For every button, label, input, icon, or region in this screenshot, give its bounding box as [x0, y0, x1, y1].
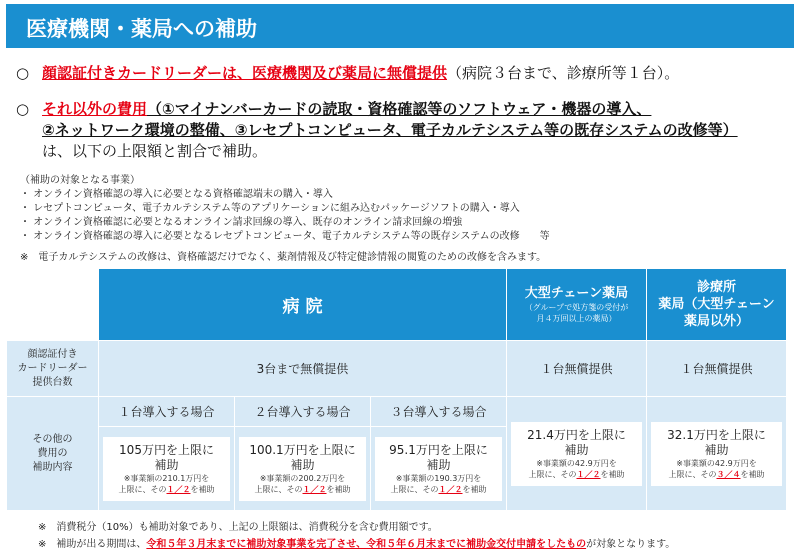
- clinic-rate: ３／４: [716, 469, 741, 479]
- ek-note: ※ 電子カルテシステムの改修は、資格確認だけでなく、薬剤情報及び特定健診情報の閲覧のための改修を含みます。: [20, 252, 547, 263]
- circle-bullet: ○: [16, 64, 30, 82]
- h2-rate-pre: 上限に、その: [254, 484, 303, 494]
- chain-rate: １／２: [576, 469, 601, 479]
- chain-note: ※事業額の42.9万円を: [536, 458, 617, 468]
- h3-note: ※事業額の190.3万円を: [395, 473, 482, 483]
- point-card-reader: [16, 62, 679, 83]
- h1-rate-post: を補助: [190, 484, 215, 494]
- footnote-period: [38, 535, 675, 550]
- chain-rate-pre: 上限に、その: [528, 469, 577, 479]
- chain-cap: 21.4万円を上限に: [527, 427, 626, 442]
- hospital-2-units: ２台導入する場合: [235, 397, 371, 427]
- hospital-3-units-value: [371, 427, 507, 511]
- row-label-line: 顔認証付き: [27, 348, 78, 360]
- chain-other-costs: [507, 397, 647, 511]
- col-hospital: 病 院: [99, 269, 507, 341]
- chain-rate-post: を補助: [600, 469, 625, 479]
- clinic-cap-suffix: 補助: [704, 442, 729, 457]
- other-costs-highlight: それ以外の費用: [42, 100, 148, 118]
- notes-item: ・ オンライン資格確認の導入に必要となる資格確認端末の購入・導入: [20, 189, 333, 200]
- notes-item: ・ オンライン資格確認に必要となるオンライン請求回線の導入、既存のオンライン請求回線の増強: [20, 217, 463, 228]
- h1-rate: １／２: [166, 484, 191, 494]
- col-clinic: [647, 269, 787, 341]
- notes-item: ・ レセプトコンピュータ、電子カルテシステム等のアプリケーションに組み込むパッケージソフトの購入・導入: [20, 203, 520, 214]
- footnote-tax: ※ 消費税分（10%）も補助対象であり、上記の上限額は、消費税分を含む費用額です。: [38, 522, 438, 533]
- clinic-rate-post: を補助: [740, 469, 765, 479]
- col-chain-note2: 月４万回以上の薬局）: [536, 314, 617, 323]
- row-label-line: 提供台数: [32, 376, 73, 388]
- eligible-projects-notes: [20, 174, 550, 244]
- subsidy-table: [6, 268, 787, 511]
- h3-rate: １／２: [438, 484, 463, 494]
- other-costs-line3: は、以下の上限額と割合で補助。: [42, 142, 268, 160]
- footnote-period-deadline: 令和５年３月末までに補助対象事業を完了させ、令和５年６月末までに補助金交付申請をしたもの: [146, 539, 587, 550]
- h3-cap-suffix: 補助: [426, 457, 451, 472]
- h3-cap: 95.1万円を上限に: [389, 442, 488, 457]
- page-header: [6, 4, 794, 48]
- row-label-line: その他の: [32, 433, 73, 445]
- row-label-line: 費用の: [37, 447, 68, 459]
- clinic-note: ※事業額の42.9万円を: [676, 458, 757, 468]
- h1-note: ※事業額の210.1万円を: [123, 473, 210, 483]
- h2-cap-suffix: 補助: [290, 457, 315, 472]
- row-label-line: 補助内容: [32, 461, 73, 473]
- chain-cap-suffix: 補助: [564, 442, 589, 457]
- footnote-period-post: が対象となります。: [586, 539, 676, 550]
- col-clinic-title: 診療所: [696, 280, 736, 295]
- table-corner: [7, 269, 99, 341]
- col-chain-title: 大型チェーン薬局: [524, 286, 629, 301]
- h1-cap-suffix: 補助: [154, 457, 179, 472]
- col-clinic-sub2: 薬局以外）: [683, 314, 749, 329]
- other-costs-line1: （①マイナンバーカードの読取・資格確認等のソフトウェア・機器の導入、: [147, 100, 652, 118]
- col-chain-note1: （グループで処方箋の受付が: [524, 303, 629, 312]
- col-chain-pharmacy: [507, 269, 647, 341]
- row-label-line: カードリーダー: [17, 362, 88, 374]
- hospital-1-unit: １台導入する場合: [99, 397, 235, 427]
- h2-cap: 100.1万円を上限に: [249, 442, 356, 457]
- notes-title: （補助の対象となる事業）: [20, 175, 140, 186]
- footnote-period-pre: ※ 補助が出る期間は、: [38, 539, 147, 550]
- card-reader-highlight: 顔認証付きカードリーダーは、医療機関及び薬局に無償提供: [42, 64, 448, 82]
- notes-item: ・ オンライン資格確認の導入に必要となるレセプトコンピュータ、電子カルテシステム等の既存システムの改修 等: [20, 231, 550, 242]
- clinic-cap: 32.1万円を上限に: [667, 427, 766, 442]
- row-other-costs-label: [7, 397, 99, 511]
- hospital-1-unit-value: [99, 427, 235, 511]
- h1-rate-pre: 上限に、その: [118, 484, 167, 494]
- point-other-costs: [16, 99, 738, 162]
- h3-rate-pre: 上限に、その: [390, 484, 439, 494]
- row-card-reader-label: [7, 341, 99, 397]
- h2-note: ※事業額の200.2万円を: [259, 473, 346, 483]
- h2-rate: １／２: [302, 484, 327, 494]
- hospital-card-reader: 3台まで無償提供: [99, 341, 507, 397]
- clinic-other-costs: [647, 397, 787, 511]
- clinic-rate-pre: 上限に、その: [668, 469, 717, 479]
- h2-rate-post: を補助: [326, 484, 351, 494]
- other-costs-line2: ②ネットワーク環境の整備、③レセプトコンピュータ、電子カルテシステム等の既存システムの改修等）: [42, 121, 738, 139]
- clinic-card-reader: １台無償提供: [647, 341, 787, 397]
- h1-cap: 105万円を上限に: [119, 442, 214, 457]
- card-reader-detail: （病院３台まで、診療所等１台）。: [447, 64, 680, 82]
- hospital-3-units: ３台導入する場合: [371, 397, 507, 427]
- circle-bullet: ○: [16, 100, 30, 118]
- h3-rate-post: を補助: [462, 484, 487, 494]
- page-title: 医療機関・薬局への補助: [26, 17, 257, 41]
- col-clinic-sub1: 薬局（大型チェーン: [658, 297, 775, 312]
- hospital-2-units-value: [235, 427, 371, 511]
- chain-card-reader: １台無償提供: [507, 341, 647, 397]
